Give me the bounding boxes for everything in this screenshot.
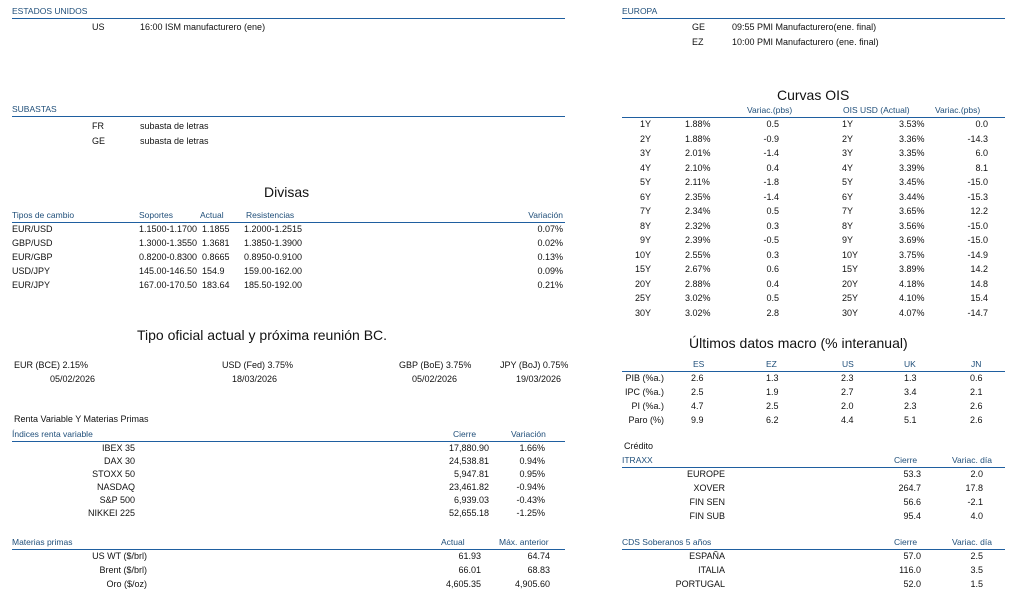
divisas-col-change: Variación: [528, 210, 563, 220]
credit-change: 2.0: [970, 469, 983, 479]
commodity-prev: 68.83: [527, 565, 550, 575]
tenor-usd: 7Y: [842, 206, 854, 216]
credito-col-close: Cierre: [894, 455, 918, 465]
rate-usd: 3.39%: [899, 162, 925, 173]
table-row: [12, 469, 565, 483]
table-row: [622, 401, 1005, 415]
bc-date: 18/03/2026: [232, 374, 278, 384]
mp-col-prev: Máx. anterior: [499, 537, 549, 547]
table-row: [12, 266, 565, 280]
bc-date: 05/02/2026: [412, 374, 458, 384]
subasta-text: subasta de letras: [140, 121, 209, 131]
macro-title: Últimos datos macro (% interanual): [689, 335, 908, 351]
tenor-usd: 2Y: [842, 133, 854, 144]
resist-cell: 1.2000-1.2515: [244, 224, 303, 234]
us-header-label: ESTADOS UNIDOS: [12, 6, 88, 16]
change-usd: -14.7: [967, 307, 988, 318]
table-row: [622, 293, 1005, 307]
credit-change: -2.1: [967, 497, 983, 507]
change-usd: 15.4: [970, 293, 988, 303]
credito-title: Crédito: [624, 441, 654, 451]
rate-usd: 3.45%: [899, 177, 925, 187]
pair-cell: EUR/JPY: [12, 280, 51, 290]
credit-name: EUROPE: [686, 469, 725, 479]
actual-cell: 1.3681: [202, 238, 230, 248]
change-eur: -1.4: [763, 191, 779, 202]
macro-value: 1.3: [904, 373, 917, 383]
index-change: -0.43%: [516, 495, 545, 505]
change-eur: -0.5: [763, 235, 779, 245]
change-usd: 6.0: [975, 148, 988, 158]
subasta-country: GE: [92, 136, 106, 146]
table-row: [622, 192, 1005, 206]
us-event-country: US: [92, 22, 105, 32]
change-eur: 0.3: [766, 249, 779, 260]
change-eur: 2.8: [766, 307, 779, 318]
subastas-header-label: SUBASTAS: [12, 104, 57, 114]
table-row: [12, 224, 565, 238]
commodity-name: Brent ($/brl): [99, 565, 147, 575]
table-row: [622, 134, 1005, 148]
change-eur: -1.8: [763, 177, 779, 187]
index-name: NIKKEI 225: [87, 508, 135, 518]
macro-value: 1.3: [766, 373, 779, 383]
macro-value: 6.2: [766, 415, 779, 425]
change-usd: 8.1: [975, 162, 988, 173]
credit-close: 53.3: [903, 469, 921, 479]
pair-cell: GBP/USD: [12, 238, 53, 248]
macro-value: 9.9: [691, 415, 704, 425]
europa-event-text: 10:00 PMI Manufacturero (ene. final): [732, 37, 879, 47]
change-cell: 0.07%: [537, 224, 563, 234]
ois-col-var2: Variac.(pbs): [935, 105, 981, 115]
rate-usd: 4.10%: [899, 293, 925, 303]
macro-col-ez: EZ: [766, 359, 777, 369]
change-eur: 0.5: [766, 119, 779, 129]
macro-value: 2.7: [841, 387, 854, 397]
rate-usd: 4.07%: [899, 307, 925, 318]
credit-change: 17.8: [965, 483, 983, 493]
mp-col-actual: Actual: [441, 537, 465, 547]
credito-col-change: Variac. día: [952, 455, 993, 465]
cds-name: PORTUGAL: [675, 579, 725, 589]
rate-eur: 3.02%: [685, 307, 711, 318]
macro-value: 2.5: [766, 401, 779, 411]
mp-table-header: [12, 537, 565, 550]
actual-cell: 183.64: [202, 280, 230, 290]
table-row: [12, 238, 565, 252]
credit-change: 4.0: [970, 511, 983, 521]
supports-cell: 167.00-170.50: [139, 280, 198, 290]
table-row: [622, 415, 1005, 429]
tenor-eur: 5Y: [639, 177, 651, 187]
rv-table-body: [12, 443, 565, 527]
commodity-actual: 61.93: [458, 551, 481, 561]
tenor-eur: 3Y: [639, 148, 651, 158]
table-row: [622, 387, 1005, 401]
cds-close: 116.0: [899, 565, 921, 575]
index-change: -0.94%: [516, 482, 545, 492]
change-cell: 0.13%: [537, 252, 563, 262]
cds-table-body: [622, 551, 1005, 593]
rate-eur: 2.32%: [685, 220, 711, 231]
supports-cell: 1.3000-1.3550: [139, 238, 198, 248]
tenor-eur: 8Y: [639, 220, 651, 231]
pair-cell: EUR/USD: [12, 224, 53, 234]
rate-eur: 1.88%: [685, 119, 711, 129]
pair-cell: USD/JPY: [12, 266, 51, 276]
tenor-usd: 25Y: [842, 293, 859, 303]
index-name: DAX 30: [103, 456, 135, 466]
cds-change: 2.5: [970, 551, 983, 561]
credit-name: XOVER: [693, 483, 725, 493]
macro-value: 2.3: [904, 401, 917, 411]
actual-cell: 1.1855: [202, 224, 230, 234]
actual-cell: 154.9: [202, 266, 225, 276]
cds-change: 1.5: [970, 579, 983, 589]
table-row: [622, 177, 1005, 191]
macro-table-header: [622, 359, 1005, 372]
credito-table-header: [622, 455, 1005, 468]
rate-usd: 3.35%: [899, 148, 925, 158]
macro-value: 4.7: [691, 401, 704, 411]
tenor-usd: 8Y: [842, 220, 854, 231]
bc-rate: USD (Fed) 3.75%: [222, 360, 294, 370]
tenor-eur: 7Y: [639, 206, 651, 216]
rate-eur: 2.67%: [685, 264, 711, 274]
bc-title: Tipo oficial actual y próxima reunión BC.: [137, 327, 388, 343]
rv-col-close: Cierre: [453, 429, 477, 439]
change-cell: 0.21%: [537, 280, 563, 290]
change-usd: 0.0: [975, 119, 988, 129]
tenor-usd: 1Y: [842, 119, 854, 129]
divisas-col-supports: Soportes: [139, 210, 174, 220]
bc-date: 19/03/2026: [516, 374, 562, 384]
us-event-text: 16:00 ISM manufacturero (ene): [140, 22, 266, 32]
table-row: [12, 508, 565, 522]
table-row: [622, 483, 1005, 497]
index-name: S&P 500: [99, 495, 135, 505]
rate-eur: 1.88%: [685, 133, 711, 144]
credito-col-name: ITRAXX: [622, 455, 653, 465]
rate-usd: 3.44%: [899, 191, 925, 202]
credit-close: 264.7: [898, 483, 921, 493]
rate-usd: 3.65%: [899, 206, 925, 216]
supports-cell: 1.1500-1.1700: [139, 224, 198, 234]
cds-close: 57.0: [903, 551, 921, 561]
change-eur: 0.4: [766, 162, 779, 173]
rate-eur: 2.35%: [685, 191, 711, 202]
table-row: [12, 280, 565, 294]
actual-cell: 0.8665: [202, 252, 230, 262]
index-change: -1.25%: [516, 508, 545, 518]
commodity-name: US WT ($/brl): [92, 551, 147, 561]
table-row: [622, 279, 1005, 293]
change-eur: -1.4: [763, 148, 779, 158]
table-row: [12, 443, 565, 457]
ois-col-var1: Variac.(pbs): [747, 105, 793, 115]
macro-value: 2.0: [841, 401, 854, 411]
bc-rate: GBP (BoE) 3.75%: [399, 360, 472, 370]
macro-col-uk: UK: [904, 359, 916, 369]
commodity-prev: 4,905.60: [514, 579, 550, 589]
cds-name: ITALIA: [698, 565, 725, 575]
table-row: [622, 163, 1005, 177]
table-row: [622, 250, 1005, 264]
bc-rate: EUR (BCE) 2.15%: [14, 360, 89, 370]
macro-label: Paro (%): [628, 415, 664, 425]
rate-usd: 3.36%: [899, 133, 925, 144]
change-eur: 0.6: [766, 264, 779, 274]
tenor-usd: 10Y: [842, 249, 859, 260]
ois-table-body: [622, 119, 1005, 319]
table-row: [12, 252, 565, 266]
change-usd: -14.3: [967, 133, 988, 144]
resist-cell: 185.50-192.00: [244, 280, 303, 290]
supports-cell: 0.8200-0.8300: [139, 252, 198, 262]
table-row: [622, 235, 1005, 249]
table-row: [622, 221, 1005, 235]
pair-cell: EUR/GBP: [12, 252, 53, 262]
divisas-col-pair: Tipos de cambio: [12, 210, 75, 220]
tenor-eur: 2Y: [639, 133, 651, 144]
credito-table-body: [622, 469, 1005, 525]
change-eur: 0.5: [766, 206, 779, 216]
supports-cell: 145.00-146.50: [139, 266, 198, 276]
tenor-usd: 9Y: [842, 235, 854, 245]
table-row: [622, 551, 1005, 565]
rate-usd: 3.56%: [899, 220, 925, 231]
index-name: STOXX 50: [92, 469, 135, 479]
tenor-eur: 10Y: [634, 249, 651, 260]
credit-close: 95.4: [903, 511, 921, 521]
macro-value: 4.4: [841, 415, 854, 425]
resist-cell: 1.3850-1.3900: [244, 238, 303, 248]
table-row: [622, 373, 1005, 387]
table-row: [622, 264, 1005, 278]
change-cell: 0.09%: [537, 266, 563, 276]
bc-rate: JPY (BoJ) 0.75%: [500, 360, 569, 370]
change-usd: -14.9: [967, 249, 988, 260]
divisas-table-header: [12, 210, 565, 223]
rate-eur: 2.55%: [685, 249, 711, 260]
credit-close: 56.6: [903, 497, 921, 507]
tenor-usd: 4Y: [842, 162, 854, 173]
macro-value: 2.6: [691, 373, 704, 383]
rate-eur: 2.34%: [685, 206, 711, 216]
divisas-col-resist: Resistencias: [246, 210, 295, 220]
index-close: 24,538.81: [448, 456, 489, 466]
change-usd: 14.2: [970, 264, 988, 274]
tenor-eur: 20Y: [634, 278, 651, 289]
tenor-eur: 15Y: [634, 264, 651, 274]
mp-col-name: Materias primas: [12, 537, 73, 547]
table-row: [12, 551, 565, 565]
tenor-eur: 1Y: [639, 119, 651, 129]
table-row: [12, 565, 565, 579]
rate-eur: 2.11%: [685, 177, 710, 187]
tenor-eur: 9Y: [639, 235, 651, 245]
credit-name: FIN SEN: [689, 497, 725, 507]
rate-eur: 2.88%: [685, 278, 711, 289]
index-close: 6,939.03: [453, 495, 489, 505]
commodity-prev: 64.74: [527, 551, 550, 561]
europa-event-country: EZ: [692, 37, 704, 47]
rate-usd: 3.53%: [899, 119, 925, 129]
macro-value: 2.5: [691, 387, 704, 397]
tenor-eur: 25Y: [634, 293, 651, 303]
cds-name: ESPAÑA: [689, 551, 725, 561]
change-eur: 0.5: [766, 293, 779, 303]
mp-table-body: [12, 551, 565, 593]
rate-usd: 3.69%: [899, 235, 925, 245]
cds-col-change: Variac. día: [952, 537, 993, 547]
macro-value: 0.6: [970, 373, 983, 383]
rate-usd: 3.75%: [899, 249, 925, 260]
macro-col-jn: JN: [971, 359, 982, 369]
tenor-eur: 4Y: [639, 162, 651, 173]
change-eur: 0.4: [766, 278, 779, 289]
index-close: 52,655.18: [448, 508, 489, 518]
subastas-section-header: [12, 104, 565, 117]
change-usd: -15.0: [967, 220, 988, 231]
resist-cell: 159.00-162.00: [244, 266, 303, 276]
bc-date: 05/02/2026: [50, 374, 96, 384]
table-row: [622, 511, 1005, 525]
tenor-usd: 3Y: [842, 148, 854, 158]
rate-eur: 3.02%: [685, 293, 711, 303]
table-row: [12, 579, 565, 593]
tenor-usd: 15Y: [842, 264, 859, 274]
table-row: [622, 497, 1005, 511]
subasta-country: FR: [92, 121, 104, 131]
ois-title: Curvas OIS: [777, 87, 850, 103]
macro-value: 2.6: [970, 415, 983, 425]
macro-col-es: ES: [693, 359, 705, 369]
tenor-usd: 30Y: [842, 307, 859, 318]
index-close: 5,947.81: [453, 469, 489, 479]
ois-col-usd: OIS USD (Actual): [843, 105, 910, 115]
commodity-name: Oro ($/oz): [106, 579, 147, 589]
us-section-header: [12, 6, 565, 19]
macro-value: 2.1: [970, 387, 983, 397]
macro-value: 2.3: [841, 373, 854, 383]
tenor-eur: 30Y: [634, 307, 651, 318]
table-row: [12, 482, 565, 496]
index-close: 17,880.90: [448, 443, 489, 453]
tenor-usd: 5Y: [842, 177, 854, 187]
divisas-title: Divisas: [264, 184, 310, 200]
table-row: [622, 579, 1005, 593]
macro-value: 3.4: [904, 387, 917, 397]
credit-name: FIN SUB: [689, 511, 725, 521]
ois-table-header: [622, 105, 1005, 118]
resist-cell: 0.8950-0.9100: [244, 252, 303, 262]
table-row: [12, 495, 565, 509]
index-change: 0.95%: [519, 469, 545, 479]
table-row: [622, 206, 1005, 220]
divisas-col-actual: Actual: [200, 210, 224, 220]
change-usd: -15.3: [967, 191, 988, 202]
table-row: [12, 456, 565, 470]
index-name: IBEX 35: [101, 443, 135, 453]
table-row: [622, 469, 1005, 483]
divisas-table-body: [12, 224, 565, 294]
rv-col-change: Variación: [511, 429, 546, 439]
index-close: 23,461.82: [448, 482, 489, 492]
cds-close: 52.0: [903, 579, 921, 589]
rate-eur: 2.01%: [685, 148, 711, 158]
rv-table-header: [12, 429, 565, 442]
subasta-text: subasta de letras: [140, 136, 209, 146]
table-row: [622, 148, 1005, 162]
rv-col-name: Índices renta variable: [12, 429, 93, 439]
macro-value: 5.1: [904, 415, 917, 425]
change-usd: 14.8: [970, 278, 988, 289]
europa-section-header: [622, 6, 1005, 19]
commodity-actual: 4,605.35: [445, 579, 481, 589]
tenor-usd: 6Y: [842, 191, 854, 202]
change-usd: -15.0: [967, 177, 988, 187]
macro-label: IPC (%a.): [624, 387, 664, 397]
rate-eur: 2.10%: [685, 162, 711, 173]
rv-title: Renta Variable Y Materias Primas: [14, 414, 149, 424]
cds-change: 3.5: [970, 565, 983, 575]
index-change: 0.94%: [519, 456, 545, 466]
europa-event-text: 09:55 PMI Manufacturero(ene. final): [732, 22, 877, 32]
change-usd: 12.2: [970, 206, 988, 216]
index-change: 1.66%: [519, 443, 545, 453]
table-row: [622, 119, 1005, 133]
cds-col-name: CDS Soberanos 5 años: [622, 537, 712, 547]
macro-value: 2.6: [970, 401, 983, 411]
rate-usd: 3.89%: [899, 264, 925, 274]
macro-label: PI (%a.): [631, 401, 664, 411]
cds-col-close: Cierre: [894, 537, 918, 547]
macro-label: PIB (%a.): [625, 373, 664, 383]
table-row: [622, 565, 1005, 579]
macro-table-body: [622, 373, 1005, 429]
change-cell: 0.02%: [537, 238, 563, 248]
index-name: NASDAQ: [96, 482, 135, 492]
macro-col-us: US: [842, 359, 854, 369]
europa-header-label: EUROPA: [622, 6, 658, 16]
cds-table-header: [622, 537, 1005, 550]
macro-value: 1.9: [766, 387, 779, 397]
change-eur: -0.9: [763, 133, 779, 144]
tenor-eur: 6Y: [639, 191, 651, 202]
table-row: [622, 308, 1005, 322]
rate-usd: 4.18%: [899, 278, 925, 289]
rate-eur: 2.39%: [685, 235, 711, 245]
commodity-actual: 66.01: [458, 565, 481, 575]
tenor-usd: 20Y: [842, 278, 859, 289]
change-eur: 0.3: [766, 220, 779, 231]
change-usd: -15.0: [967, 235, 988, 245]
europa-event-country: GE: [692, 22, 706, 32]
